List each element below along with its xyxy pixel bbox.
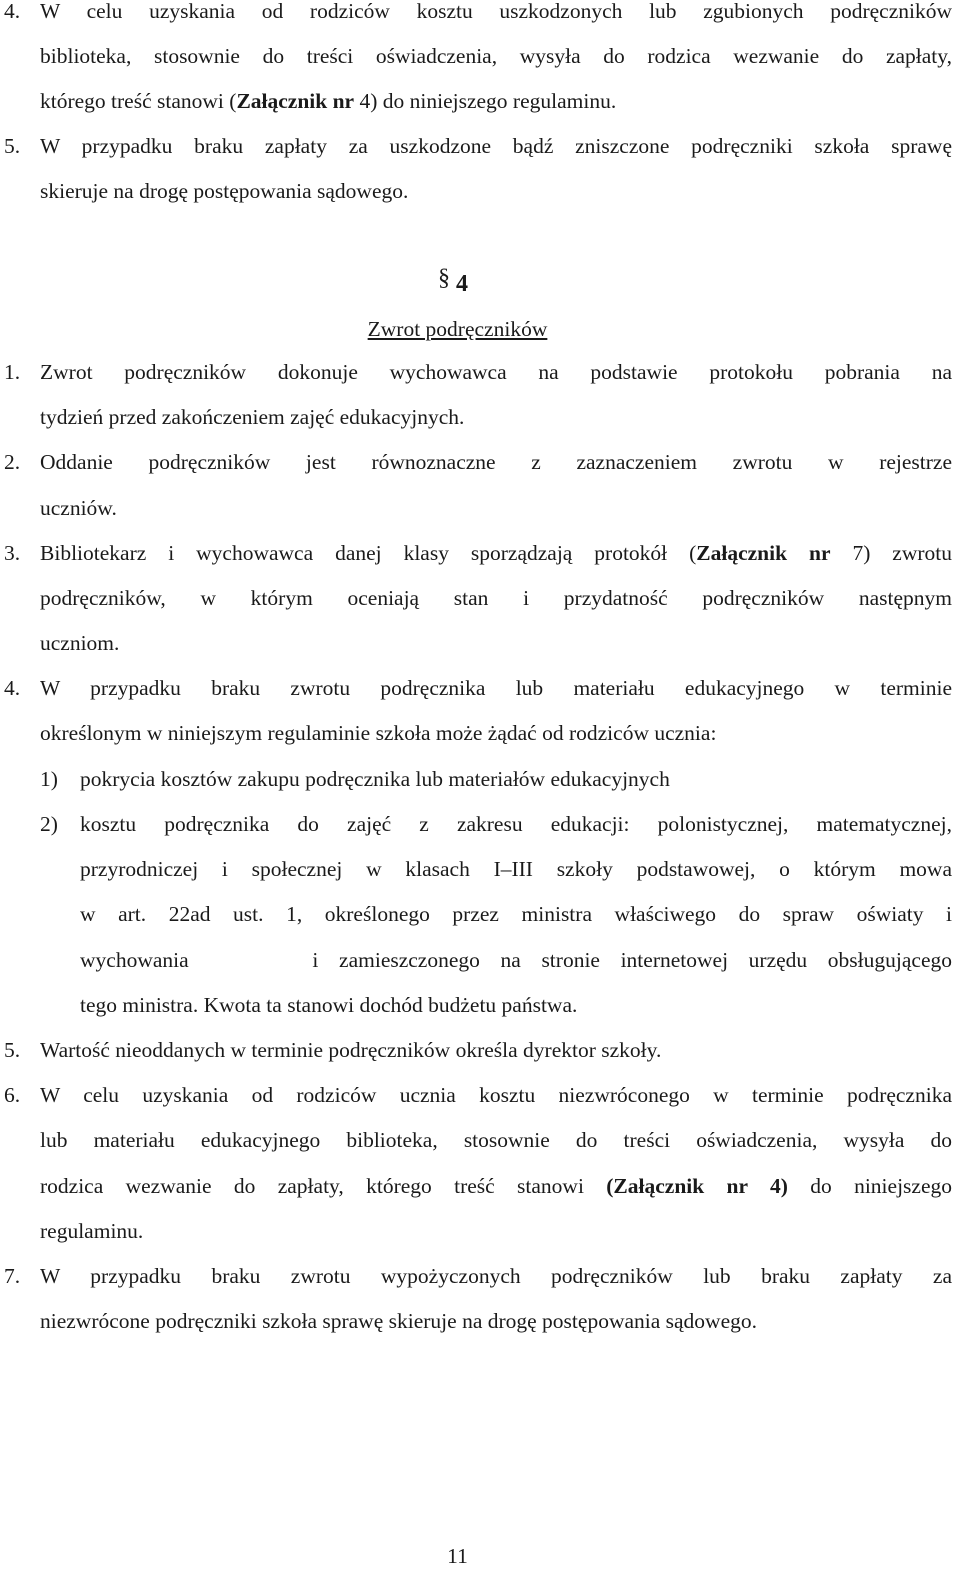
paragraph-line: W celu uzyskania od rodziców ucznia kosztu niezwróconego w terminie podręcznika <box>40 1083 952 1107</box>
paragraph-line: którego treść stanowi (Załącznik nr 4) do niniejszego regulaminu. <box>40 89 617 113</box>
paragraph-line: uczniom. <box>40 631 120 655</box>
paragraph-line: pokrycia kosztów zakupu podręcznika lub materiałów edukacyjnych <box>80 767 670 791</box>
item-number: 1. <box>4 360 21 384</box>
section-title-text: Zwrot podręczników <box>367 317 548 341</box>
page-number: 11 <box>447 1544 468 1568</box>
item-number: 4. <box>4 0 21 23</box>
annex-reference: Załącznik nr <box>236 89 355 113</box>
item-number: 3. <box>4 541 21 565</box>
paragraph-line: w art. 22ad ust. 1, określonego przez ministra właściwego do spraw oświaty i <box>80 902 952 926</box>
paragraph-line: lub materiału edukacyjnego biblioteka, stosownie do treści oświadczenia, wysyła do <box>40 1128 952 1152</box>
paragraph-line: przyrodniczej i społecznej w klasach I–III szkoły podstawowej, o którym mowa <box>80 857 952 881</box>
item-number: 6. <box>4 1083 21 1107</box>
paragraph-line: niezwrócone podręczniki szkoła sprawę skieruje na drogę postępowania sądowego. <box>40 1309 758 1333</box>
paragraph-line: W celu uzyskania od rodziców kosztu uszkodzonych lub zgubionych podręczników <box>40 0 952 23</box>
item-number: 4. <box>4 676 21 700</box>
paragraph-line: W przypadku braku zwrotu wypożyczonych podręczników lub braku zapłaty za <box>40 1264 952 1288</box>
paragraph-line: tydzień przed zakończeniem zajęć edukacyjnych. <box>40 405 465 429</box>
item-number: 7. <box>4 1264 21 1288</box>
item-number: 5. <box>4 134 21 158</box>
section-number: 4 <box>456 271 468 297</box>
section-title <box>0 314 915 344</box>
paragraph-line: podręczników, w którym oceniają stan i przydatność podręczników następnym <box>40 586 952 610</box>
sub-item-number: 2) <box>40 812 58 836</box>
paragraph-line: uczniów. <box>40 496 117 520</box>
paragraph-line: skieruje na drogę postępowania sądowego. <box>40 179 409 203</box>
paragraph-line: Zwrot podręczników dokonuje wychowawca na podstawie protokołu pobrania na <box>40 360 952 384</box>
paragraph-line: W przypadku braku zapłaty za uszkodzone bądź zniszczone podręczniki szkoła sprawę <box>40 134 952 158</box>
paragraph-line: rodzica wezwanie do zapłaty, którego treść stanowi (Załącznik nr 4) do niniejszego <box>40 1174 952 1198</box>
annex-reference: Załącznik nr <box>696 541 831 565</box>
section-sign: § <box>438 265 450 291</box>
paragraph-line: Bibliotekarz i wychowawca danej klasy sporządzają protokół (Załącznik nr 7) zwrotu <box>40 541 952 565</box>
item-number: 5. <box>4 1038 21 1062</box>
paragraph-line: Oddanie podręczników jest równoznaczne z zaznaczeniem zwrotu w rejestrze <box>40 450 952 474</box>
section-heading <box>438 267 468 301</box>
paragraph-line: biblioteka, stosownie do treści oświadczenia, wysyła do rodzica wezwanie do zapłaty, <box>40 44 952 68</box>
item-number: 2. <box>4 450 21 474</box>
paragraph-line: W przypadku braku zwrotu podręcznika lub materiału edukacyjnego w terminie <box>40 676 952 700</box>
paragraph-line: tego ministra. Kwota ta stanowi dochód budżetu państwa. <box>80 993 578 1017</box>
paragraph-line: Wartość nieoddanych w terminie podręczników określa dyrektor szkoły. <box>40 1038 662 1062</box>
paragraph-line: regulaminu. <box>40 1219 144 1243</box>
paragraph-line: wychowania i zamieszczonego na stronie internetowej urzędu obsługującego <box>80 948 952 972</box>
sub-item-number: 1) <box>40 767 58 791</box>
paragraph-line: kosztu podręcznika do zajęć z zakresu edukacji: polonistycznej, matematycznej, <box>80 812 952 836</box>
paragraph-line: określonym w niniejszym regulaminie szkoła może żądać od rodziców ucznia: <box>40 721 717 745</box>
annex-reference: (Załącznik nr 4) <box>606 1174 788 1198</box>
